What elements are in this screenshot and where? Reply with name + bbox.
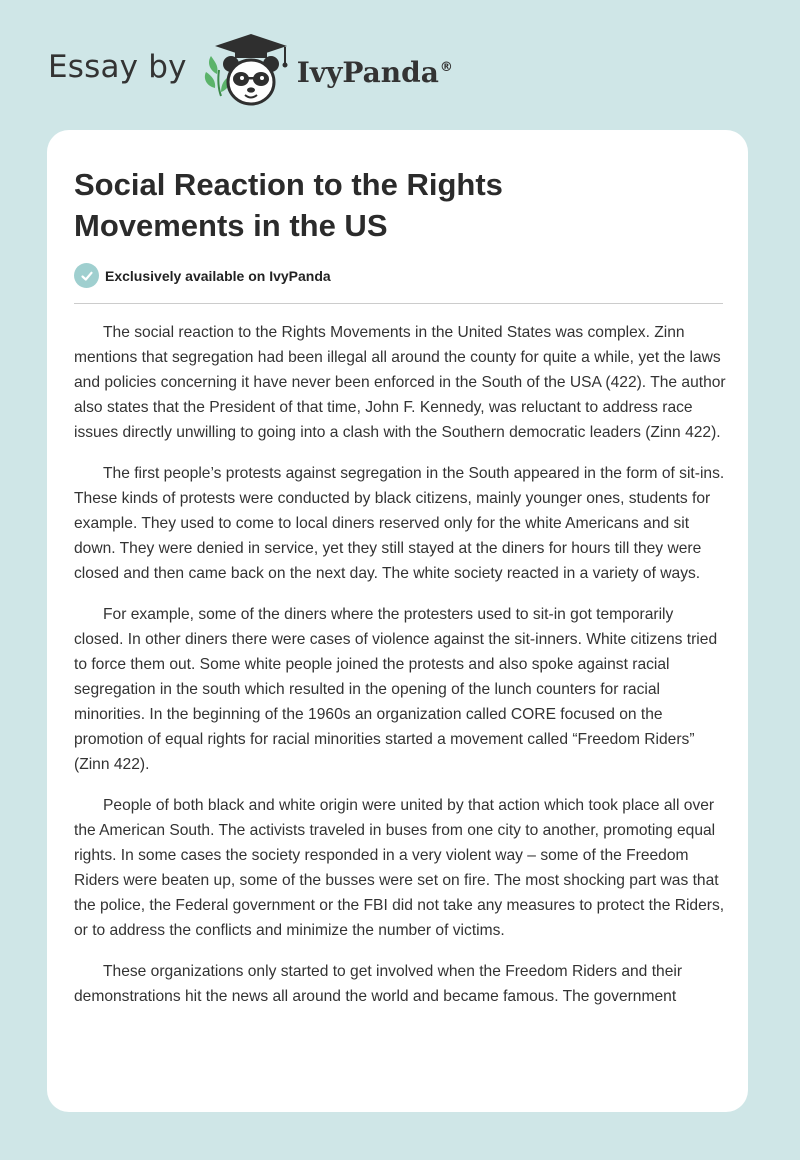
essay-card	[47, 130, 748, 1112]
brand-prefix: Essay by	[48, 49, 187, 85]
divider	[74, 303, 723, 304]
paragraph: For example, some of the diners where the protesters used to sit-in got temporarily closed. In other diners there were cases of violence against the sit-inners. White citizens tried to force them out. Some white people joined the protests and also spoke against racial segregation in the south which resulted in the opening of the lunch counters for racial minorities. In the beginning of the 1960s an organization called CORE focused on the promotion of equal rights for racial minorities started a movement called “Freedom Riders” (Zinn 422).	[74, 606, 718, 773]
exclusive-notice	[74, 263, 331, 288]
paragraph: The first people’s protests against segregation in the South appeared in the form of sit-ins. These kinds of protests were conducted by black citizens, mainly younger ones, students for example. They used to come to local diners reserved only for the white Americans and sit down. They were denied in service, yet they still stayed at the diners for hours till they were closed and then came back on the next day. The white society reacted in a variety of ways.	[74, 465, 725, 582]
brand-name[interactable]	[297, 56, 453, 89]
panda-graduate-logo-icon[interactable]	[201, 30, 293, 110]
essay-body	[74, 320, 726, 1025]
paragraph: The social reaction to the Rights Movements in the United States was complex. Zinn mentions that segregation had been illegal all around the county for quite a while, yet the laws and policies concerning it have never been enforced in the South of the USA (422). The author also states that the President of that time, John F. Kennedy, was reluctant to address race issues directly unwilling to going into a clash with the Southern democratic leaders (Zinn 422).	[74, 324, 726, 441]
page-title: Social Reaction to the Rights Movements in the US	[74, 167, 503, 243]
registered-mark: ®	[439, 60, 453, 76]
paragraph: These organizations only started to get involved when the Freedom Riders and their demonstrations hit the news all around the world and became famous. The government	[74, 963, 683, 1005]
check-badge-icon	[74, 263, 99, 288]
paragraph: People of both black and white origin were united by that action which took place all over the American South. The activists traveled in buses from one city to another, promoting equal rights. In some cases the society responded in a very violent way – some of the Freedom Riders were beaten up, some of the busses were set on fire. The most shocking part was that the police, the Federal government or the FBI did not take any measures to protect the Riders, or to address the conflicts and minimize the number of victims.	[74, 797, 725, 939]
exclusive-label: Exclusively available on IvyPanda	[105, 267, 331, 284]
brand-header	[48, 30, 453, 110]
brand-name-text: IvyPanda	[296, 55, 439, 89]
